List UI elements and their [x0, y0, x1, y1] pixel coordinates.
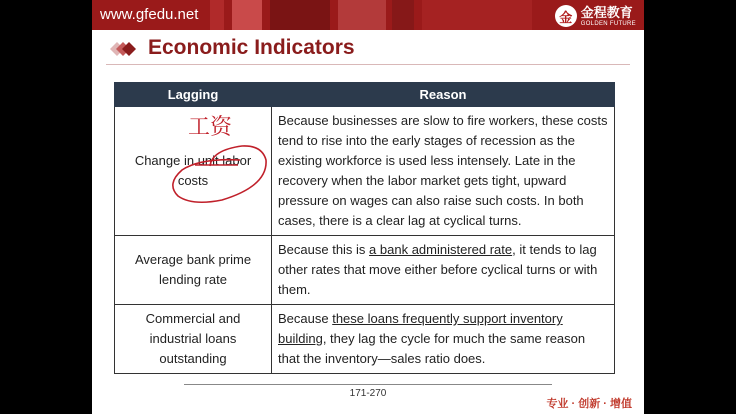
footer-divider	[184, 384, 552, 385]
indicator-cell: Average bank prime lending rate	[115, 236, 272, 305]
table-row	[115, 107, 615, 236]
reason-text: Because this is	[278, 242, 370, 257]
brand-logo	[555, 4, 636, 28]
header-stripe	[422, 0, 532, 30]
column-header-reason: Reason	[272, 83, 615, 107]
reason-text: , they lag the cycle for much the same reason that the inventory—sales ratio does.	[278, 331, 586, 366]
table-row	[115, 305, 615, 374]
indicators-table	[114, 82, 615, 374]
logo-en: GOLDEN FUTURE	[580, 20, 636, 27]
reason-text: Because	[278, 311, 333, 326]
reason-cell	[272, 236, 615, 305]
table-row	[115, 236, 615, 305]
handwritten-note: 工资	[188, 115, 233, 140]
table-header-row	[115, 83, 615, 107]
reason-underlined-text: these loans frequently support inventory building	[278, 311, 563, 346]
logo-mark-icon: 金	[555, 5, 577, 27]
header-stripe	[338, 0, 386, 30]
diamond-bullet-icon	[106, 38, 140, 60]
footer-slogan: 专业 · 创新 · 增值	[546, 398, 632, 410]
header-stripe	[392, 0, 414, 30]
reason-cell	[272, 305, 615, 374]
title-divider	[106, 64, 630, 65]
header-bar	[92, 0, 644, 30]
indicator-cell: Commercial and industrial loans outstanding	[115, 305, 272, 374]
header-stripe	[232, 0, 262, 30]
header-stripe	[210, 0, 224, 30]
reason-cell: Because businesses are slow to fire workers, these costs tend to rise into the early stages of recession as the existing workforce is used less intensely. Late in the recovery when the labor market gets tight, upward pressure on wages can also raise such costs. In both cases, there is a clear lag at cyclical turns.	[272, 107, 615, 236]
slide-title: Economic Indicators	[148, 36, 355, 59]
page-number: 171-270	[349, 388, 387, 399]
reason-underlined-text: a bank administered rate	[369, 242, 513, 257]
header-stripe	[270, 0, 330, 30]
column-header-lagging: Lagging	[115, 83, 272, 107]
reason-text: , it tends to lag other rates that move either before cyclical turns or with them.	[278, 242, 598, 297]
logo-cn: 金程教育	[580, 4, 633, 20]
logo-text	[581, 6, 636, 27]
indicator-cell: Change in unit labor costs	[115, 107, 272, 236]
site-url: www.gfedu.net	[100, 6, 199, 23]
slide	[92, 0, 644, 414]
